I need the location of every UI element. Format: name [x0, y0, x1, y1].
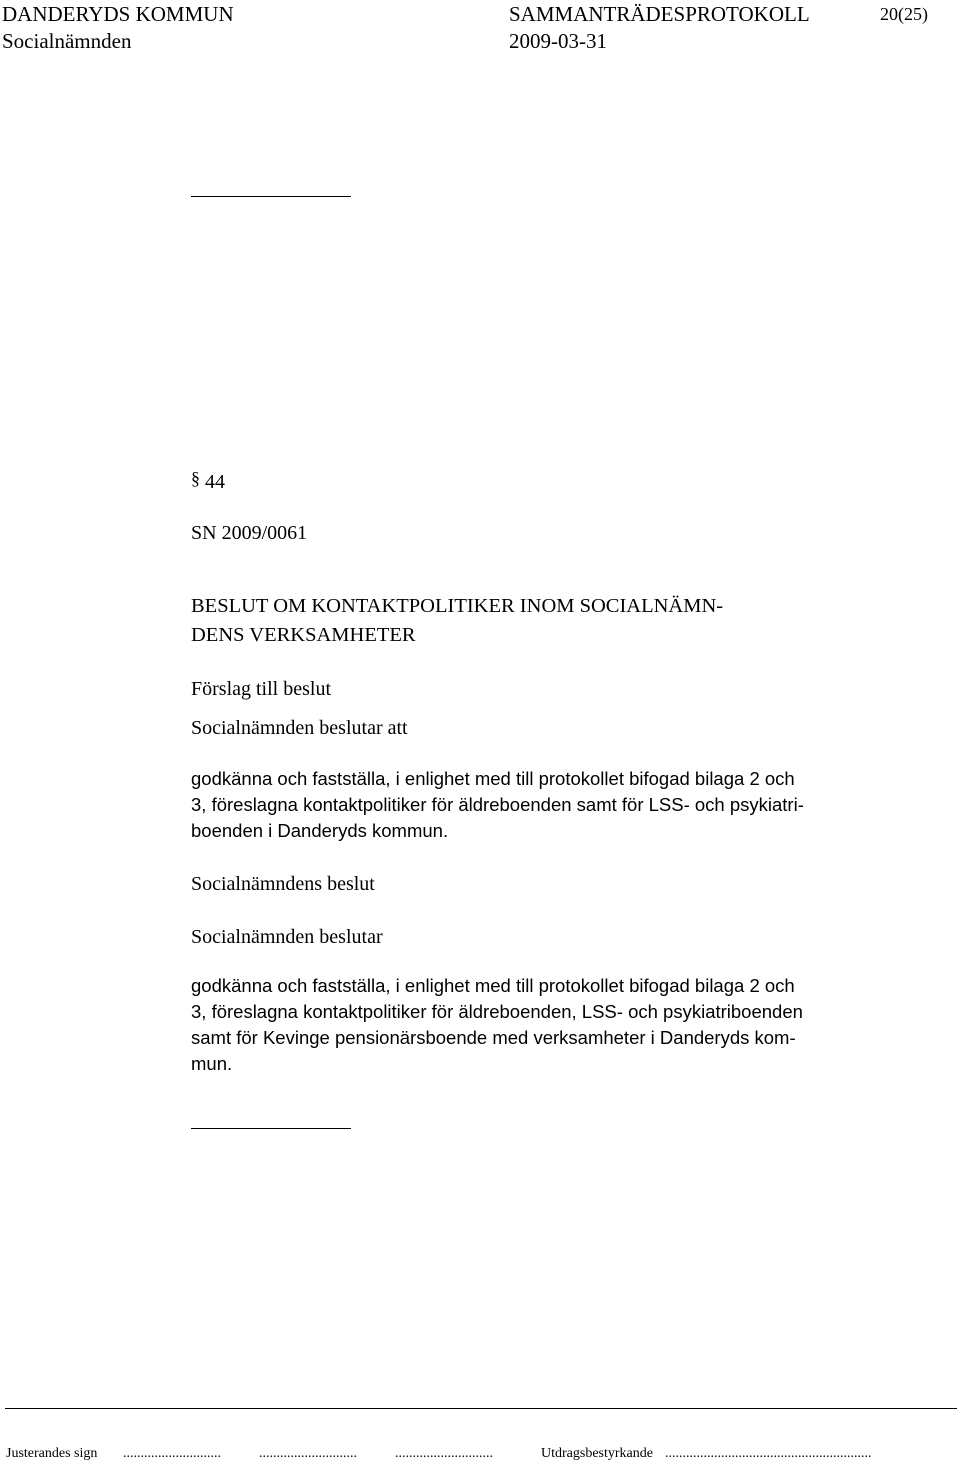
page-number: 20(25) — [880, 4, 928, 24]
section-item — [191, 470, 225, 494]
sign-dots-1: ............................ — [123, 1446, 221, 1461]
extract-dots: ........................................................... — [665, 1446, 872, 1461]
sign-dots-2: ............................ — [259, 1446, 357, 1461]
document-type: SAMMANTRÄDESPROTOKOLL — [509, 2, 810, 26]
decision-intro: Socialnämnden beslutar — [191, 926, 383, 948]
extract-label: Utdragsbestyrkande — [541, 1446, 653, 1461]
sign-label: Justerandes sign — [6, 1446, 98, 1461]
footer-rule — [5, 1408, 957, 1409]
proposal-line: boenden i Danderyds kommun. — [191, 820, 449, 841]
item-title-line2: DENS VERKSAMHETER — [191, 624, 416, 646]
decision-line: mun. — [191, 1053, 233, 1074]
paragraph-sign-icon: § — [191, 468, 200, 488]
decision-line: samt för Kevinge pensionärsboende med verksamheter i Danderyds kom- — [191, 1027, 796, 1048]
meeting-date: 2009-03-31 — [509, 29, 607, 53]
municipality-name: DANDERYDS KOMMUN — [2, 2, 234, 26]
separator-rule-bottom — [191, 1128, 351, 1129]
case-number: SN 2009/0061 — [191, 522, 308, 544]
proposal-line: godkänna och fastställa, i enlighet med till protokollet bifogad bilaga 2 och — [191, 768, 795, 789]
proposal-heading: Förslag till beslut — [191, 678, 331, 700]
section-number: 44 — [205, 471, 225, 493]
item-title-line1: BESLUT OM KONTAKTPOLITIKER INOM SOCIALNÄMN- — [191, 595, 724, 617]
proposal-line: 3, föreslagna kontaktpolitiker för äldreboenden samt för LSS- och psykiatri- — [191, 794, 804, 815]
committee-name: Socialnämnden — [2, 29, 132, 53]
proposal-intro: Socialnämnden beslutar att — [191, 717, 408, 739]
decision-line: godkänna och fastställa, i enlighet med till protokollet bifogad bilaga 2 och — [191, 975, 795, 996]
sign-dots-3: ............................ — [395, 1446, 493, 1461]
proposal-text — [191, 766, 891, 844]
separator-rule-top — [191, 196, 351, 197]
decision-line: 3, föreslagna kontaktpolitiker för äldreboenden, LSS- och psykiatriboenden — [191, 1001, 803, 1022]
decision-text — [191, 973, 891, 1077]
decision-heading: Socialnämndens beslut — [191, 873, 375, 895]
